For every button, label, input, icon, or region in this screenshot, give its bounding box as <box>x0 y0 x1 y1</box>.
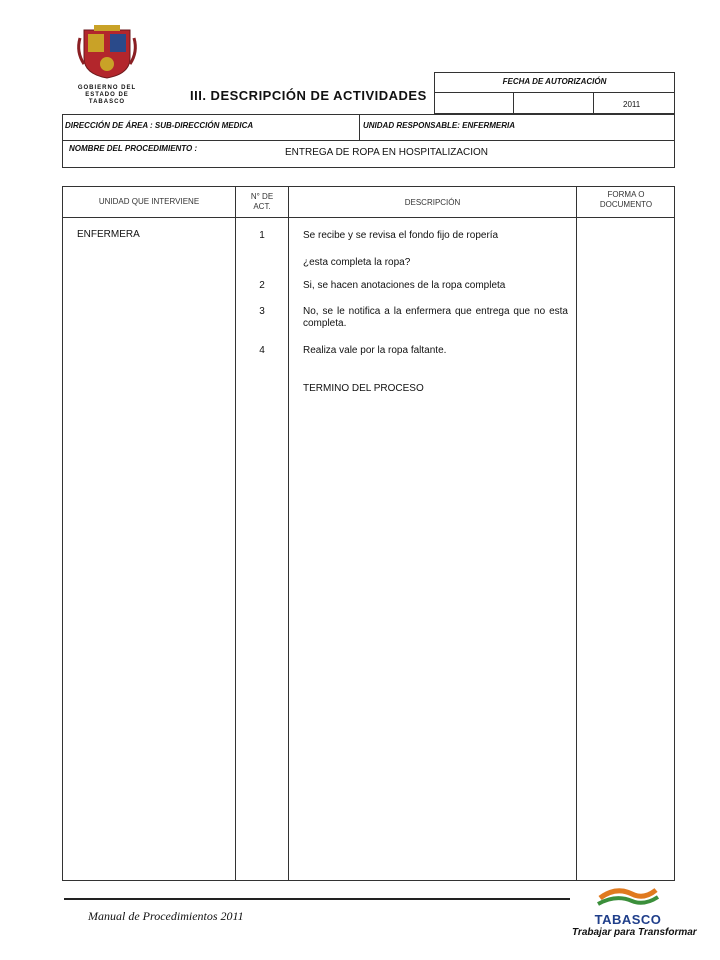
activity-desc: No, se le notifica a la enfermera que entrega que no esta completa. <box>303 306 568 329</box>
logo-text-line-2: ESTADO DE <box>85 92 129 98</box>
area-info-row <box>62 114 675 141</box>
unidad-responsable: UNIDAD RESPONSABLE: ENFERMERIA <box>363 121 516 130</box>
tabasco-wave-icon <box>572 884 684 908</box>
authorization-year: 2011 <box>623 100 641 109</box>
activity-num: 4 <box>259 345 265 356</box>
activities-table <box>62 186 675 881</box>
activity-num: 3 <box>259 306 265 317</box>
activity-desc: ¿esta completa la ropa? <box>303 257 411 268</box>
direccion-area: DIRECCIÓN DE ÁREA : SUB-DIRECCIÓN MEDICA <box>65 121 254 130</box>
activity-desc: Realiza vale por la ropa faltante. <box>303 345 447 356</box>
shield-icon <box>74 24 140 80</box>
authorization-date-box <box>434 72 675 114</box>
procedure-name-label: NOMBRE DEL PROCEDIMIENTO : <box>69 144 198 153</box>
activity-desc: Si, se hacen anotaciones de la ropa completa <box>303 280 506 291</box>
tabasco-brand-logo <box>572 884 697 944</box>
procedure-name-value: ENTREGA DE ROPA EN HOSPITALIZACION <box>285 147 489 158</box>
authorization-date-label: FECHA DE AUTORIZACIÓN <box>502 77 607 86</box>
activity-num: 1 <box>259 230 265 241</box>
manual-footer-text: Manual de Procedimientos 2011 <box>88 909 244 923</box>
brand-slogan: Trabajar para Transformar <box>572 927 697 938</box>
section-title: III. DESCRIPCIÓN DE ACTIVIDADES <box>190 88 427 103</box>
brand-name: TABASCO <box>594 912 662 927</box>
state-coat-of-arms-logo <box>74 24 140 104</box>
activity-num: 2 <box>259 280 265 291</box>
col-header-num: N° DE ACT. <box>250 192 274 211</box>
logo-text-line-3: TABASCO <box>88 99 126 105</box>
procedure-name-row <box>62 140 675 168</box>
col-header-forma: FORMA O DOCUMENTO <box>599 190 653 209</box>
col-header-desc: DESCRIPCIÓN <box>404 198 461 207</box>
unidad-interviene-value: ENFERMERA <box>77 229 140 240</box>
activity-desc: Se recibe y se revisa el fondo fijo de ropería <box>303 230 499 241</box>
footer-divider <box>64 898 570 900</box>
col-header-unidad: UNIDAD QUE INTERVIENE <box>98 197 200 206</box>
logo-text-line-1: GOBIERNO DEL <box>77 85 137 91</box>
activity-desc: TERMINO DEL PROCESO <box>303 383 424 394</box>
